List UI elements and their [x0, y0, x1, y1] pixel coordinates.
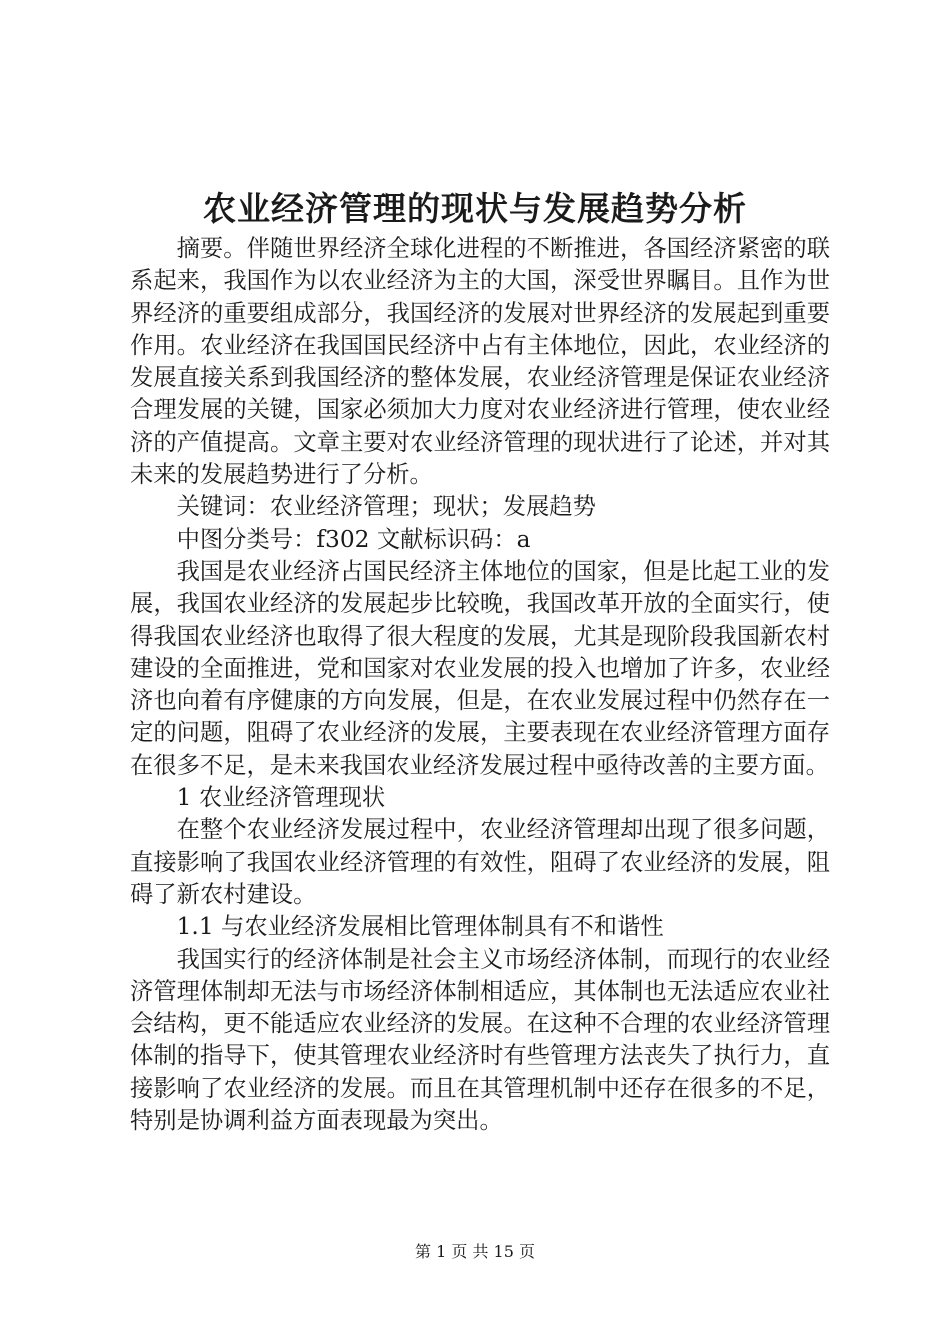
section-heading-1: 1 农业经济管理现状: [176, 784, 386, 812]
section-1-paragraph: 在整个农业经济发展过程中，农业经济管理却出现了很多问题，直接影响了我国农业经济管理的有效性，阻碍了农业经济的发展，阻碍了新农村建设。: [130, 816, 830, 908]
document-title: 农业经济管理的现状与发展趋势分析: [203, 189, 747, 228]
keywords-line: 关键词：农业经济管理；现状；发展趋势: [176, 493, 596, 521]
classification-line: 中图分类号：f302 文献标识码：a: [176, 525, 531, 553]
page-footer: 第 1 页 共 15 页: [415, 1242, 535, 1261]
section-1-1-paragraph: 我国实行的经济体制是社会主义市场经济体制，而现行的农业经济管理体制却无法与市场经济体制相适应，其体制也无法适应农业社会结构，更不能适应农业经济的发展。在这种不合理的农业经济管理体制的指导下，使其管理农业经济时有些管理方法丧失了执行力，直接影响了农业经济的发展。而且在其管理机制中还存在很多的不足，特别是协调利益方面表现最为突出。: [130, 945, 830, 1135]
document-body: [130, 233, 830, 1137]
section-heading-1-1: 1.1 与农业经济发展相比管理体制具有不和谐性: [176, 913, 664, 941]
abstract-paragraph: 摘要。伴随世界经济全球化进程的不断推进，各国经济紧密的联系起来，我国作为以农业经济为主的大国，深受世界瞩目。且作为世界经济的重要组成部分，我国经济的发展对世界经济的发展起到重要作用。农业经济在我国国民经济中占有主体地位，因此，农业经济的发展直接关系到我国经济的整体发展，农业经济管理是保证农业经济合理发展的关键，国家必须加大力度对农业经济进行管理，使农业经济的产值提高。文章主要对农业经济管理的现状进行了论述，并对其未来的发展趋势进行了分析。: [130, 235, 830, 489]
intro-paragraph: 我国是农业经济占国民经济主体地位的国家，但是比起工业的发展，我国农业经济的发展起步比较晚，我国改革开放的全面实行，使得我国农业经济也取得了很大程度的发展，尤其是现阶段我国新农村建设的全面推进，党和国家对农业发展的投入也增加了许多，农业经济也向着有序健康的方向发展，但是，在农业发展过程中仍然存在一定的问题，阻碍了农业经济的发展，主要表现在农业经济管理方面存在很多不足，是未来我国农业经济发展过程中亟待改善的主要方面。: [130, 557, 830, 779]
